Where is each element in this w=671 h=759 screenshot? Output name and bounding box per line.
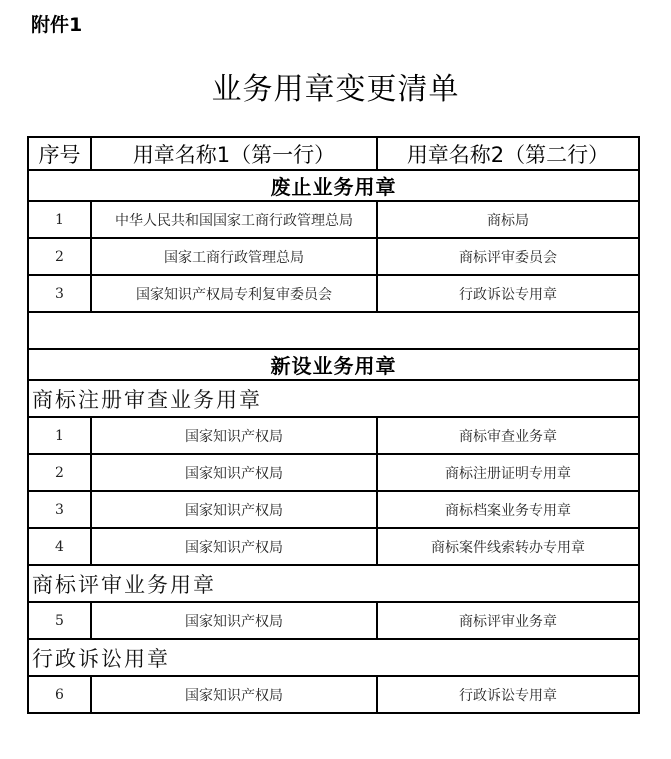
group-title: 商标注册审查业务用章 [28,380,639,417]
serial-no: 2 [28,238,91,275]
seal-name-2: 商标案件线索转办专用章 [377,528,639,565]
serial-no: 4 [28,528,91,565]
serial-no: 3 [28,275,91,312]
seal-name-1: 国家知识产权局 [91,602,377,639]
serial-no: 3 [28,491,91,528]
header-serial-no: 序号 [28,137,91,170]
table-header-row [28,137,639,170]
serial-no: 2 [28,454,91,491]
seal-name-1: 国家知识产权局 [91,417,377,454]
serial-no: 6 [28,676,91,713]
seal-name-1: 中华人民共和国国家工商行政管理总局 [91,201,377,238]
group-title: 行政诉讼用章 [28,639,639,676]
table-row [28,676,639,713]
section-row-new [28,349,639,380]
empty-spacer-row [28,312,639,349]
table-row [28,201,639,238]
table-row [28,417,639,454]
seal-name-2: 商标注册证明专用章 [377,454,639,491]
header-seal-name-2: 用章名称2（第二行） [377,137,639,170]
seal-name-1: 国家知识产权局 [91,528,377,565]
seal-name-1: 国家知识产权局专利复审委员会 [91,275,377,312]
seal-name-2: 行政诉讼专用章 [377,275,639,312]
page-title: 业务用章变更清单 [211,72,460,107]
group-row-trademark-registration [28,380,639,417]
header-seal-name-1: 用章名称1（第一行） [91,137,377,170]
serial-no: 5 [28,602,91,639]
group-row-administrative-litigation [28,639,639,676]
seal-name-2: 商标评审业务章 [377,602,639,639]
seal-change-table [27,136,640,714]
seal-name-1: 国家知识产权局 [91,676,377,713]
serial-no: 1 [28,417,91,454]
seal-name-2: 商标局 [377,201,639,238]
attachment-label: 附件1 [31,14,83,36]
table-row [28,238,639,275]
seal-name-2: 行政诉讼专用章 [377,676,639,713]
seal-name-1: 国家知识产权局 [91,454,377,491]
table-row [28,454,639,491]
seal-name-2: 商标档案业务专用章 [377,491,639,528]
serial-no: 1 [28,201,91,238]
section-title-new: 新设业务用章 [28,349,639,380]
group-title: 商标评审业务用章 [28,565,639,602]
empty-cell [28,312,639,349]
table-row [28,491,639,528]
seal-name-1: 国家知识产权局 [91,491,377,528]
seal-name-2: 商标审查业务章 [377,417,639,454]
section-row-abolished [28,170,639,201]
seal-name-1: 国家工商行政管理总局 [91,238,377,275]
table-row [28,602,639,639]
seal-name-2: 商标评审委员会 [377,238,639,275]
group-row-trademark-review [28,565,639,602]
section-title-abolished: 废止业务用章 [28,170,639,201]
table-row [28,275,639,312]
table-row [28,528,639,565]
